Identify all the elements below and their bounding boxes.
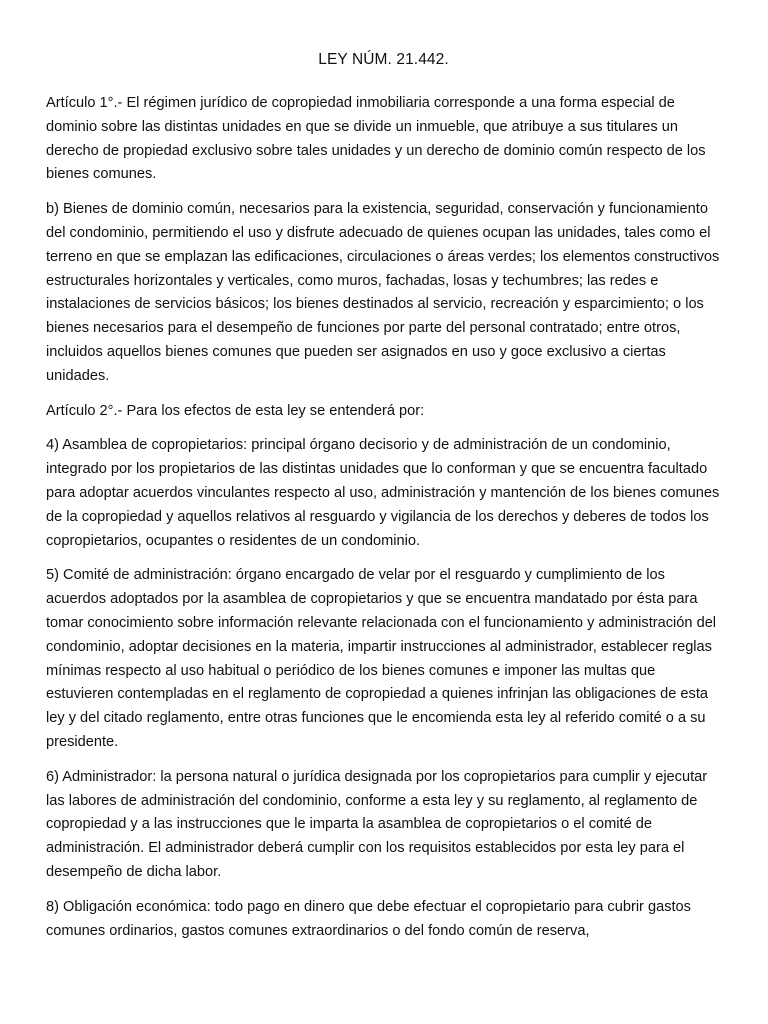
paragraph-comite-administracion: 5) Comité de administración: órgano encargado de velar por el resguardo y cumplimiento de los acuerdos adoptados por la asamblea de copropietarios y que se encuentra mandatado por ésta para tomar conocimiento sobre información relevante relacionada con el funcionamiento y administración del condominio, adoptar decisiones en la materia, impartir instrucciones al administrador, establecer reglas mínimas respecto al uso habitual o periódico de los bienes comunes e imponer las multas que estuvieren contempladas en el reglamento de copropiedad a quienes infrinjan las obligaciones de esta ley y del citado reglamento, entre otras funciones que le encomienda esta ley al referido comité o a su presidente. <box>46 567 717 750</box>
paragraph-asamblea-copropietarios: 4) Asamblea de copropietarios: principal órgano decisorio y de administración de un condominio, integrado por los propietarios de las distintas unidades que lo conforman y que se encuentra facultado para adoptar acuerdos vinculantes respecto al uso, administración y mantención de los bienes comunes de la copropiedad y aquellos relativos al resguardo y vigilancia de los derechos y deberes de todos los copropietarios, ocupantes o residentes de un condominio. <box>46 437 720 549</box>
paragraph-obligacion-economica: 8) Obligación económica: todo pago en dinero que debe efectuar el copropietario para cubrir gastos comunes ordinarios, gastos comunes extraordinarios o del fondo común de reserva, <box>46 898 691 939</box>
paragraph-bienes-dominio-comun: b) Bienes de dominio común, necesarios para la existencia, seguridad, conservación y funcionamiento del condominio, permitiendo el uso y disfrute adecuado de quienes ocupan las unidades, tales como el terreno en que se emplazan las edificaciones, circulaciones o áreas verdes; los elementos constructivos estructurales horizontales y verticales, como muros, fachadas, losas y techumbres; las redes e instalaciones de servicios básicos; los bienes destinados al servicio, recreación y esparcimiento; o los bienes necesarios para el desempeño de funciones por parte del personal contratado; entre otros, incluidos aquellos bienes comunes que pueden ser asignados en uso y goce exclusivo a ciertas unidades. <box>46 201 720 384</box>
paragraph-articulo-2: Artículo 2°.- Para los efectos de esta ley se entenderá por: <box>46 402 425 419</box>
paragraph-administrador: 6) Administrador: la persona natural o jurídica designada por los copropietarios para cumplir y ejecutar las labores de administración del condominio, conforme a esta ley y su reglamento, al reglamento de copropiedad y a las instrucciones que le imparta la asamblea de copropietarios o el comité de administración. El administrador deberá cumplir con los requisitos establecidos por esta ley para el desempeño de dicha labor. <box>46 768 708 880</box>
document-title: LEY NÚM. 21.442. <box>318 51 449 68</box>
paragraph-articulo-1: Artículo 1°.- El régimen jurídico de copropiedad inmobiliaria corresponde a una forma especial de dominio sobre las distintas unidades en que se divide un inmueble, que atribuye a sus titulares un derecho de propiedad exclusivo sobre tales unidades y un derecho de dominio común respecto de los bienes comunes. <box>46 95 706 183</box>
